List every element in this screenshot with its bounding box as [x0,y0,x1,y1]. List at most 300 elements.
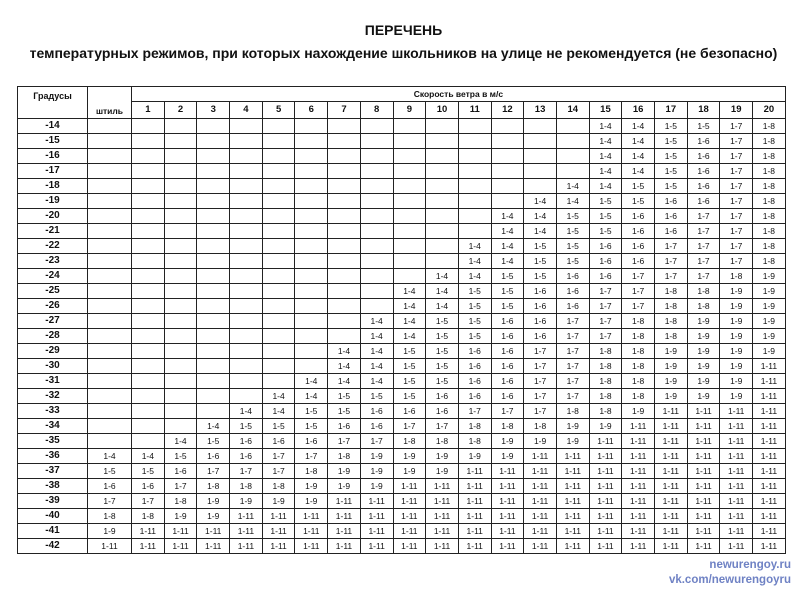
value-cell: 1-8 [393,434,426,449]
table-row [18,149,786,164]
value-cell [164,404,197,419]
value-cell: 1-9 [262,494,295,509]
value-cell: 1-6 [164,464,197,479]
value-cell [132,314,165,329]
value-cell: 1-11 [132,524,165,539]
value-cell [426,179,459,194]
value-cell: 1-11 [393,494,426,509]
value-cell [393,134,426,149]
value-cell: 1-11 [524,539,557,554]
value-cell [491,194,524,209]
value-cell: 1-7 [524,359,557,374]
value-cell: 1-9 [720,314,753,329]
value-cell [524,119,557,134]
value-cell: 1-6 [622,224,655,239]
value-cell: 1-7 [556,359,589,374]
temperature-cell: -22 [18,239,88,254]
value-cell: 1-7 [164,479,197,494]
value-cell: 1-5 [197,434,230,449]
value-cell: 1-11 [753,374,786,389]
value-cell: 1-11 [655,509,688,524]
table-row [18,524,786,539]
value-cell: 1-6 [458,374,491,389]
value-cell [132,434,165,449]
value-cell: 1-4 [491,239,524,254]
value-cell: 1-11 [360,524,393,539]
value-cell: 1-7 [328,434,361,449]
value-cell: 1-11 [655,494,688,509]
value-cell [295,194,328,209]
value-cell: 1-7 [720,119,753,134]
value-cell [360,269,393,284]
value-cell: 1-4 [360,374,393,389]
value-cell: 1-11 [556,479,589,494]
value-cell: 1-4 [426,299,459,314]
value-cell [360,164,393,179]
value-cell [328,134,361,149]
value-cell [164,164,197,179]
value-cell: 1-5 [556,224,589,239]
value-cell: 1-8 [687,299,720,314]
wind-speed-2: 2 [164,102,197,119]
value-cell: 1-11 [491,464,524,479]
value-cell: 1-7 [556,374,589,389]
value-cell: 1-11 [753,479,786,494]
value-cell: 1-9 [687,314,720,329]
value-cell: 1-4 [393,299,426,314]
value-cell: 1-8 [458,419,491,434]
value-cell: 1-8 [426,434,459,449]
value-cell: 1-6 [360,419,393,434]
value-cell: 1-4 [458,254,491,269]
value-cell: 1-11 [524,479,557,494]
value-cell: 1-4 [524,194,557,209]
table-row [18,479,786,494]
value-cell: 1-11 [556,524,589,539]
value-cell: 1-8 [753,119,786,134]
value-cell: 1-4 [556,179,589,194]
value-cell: 1-4 [556,194,589,209]
value-cell [360,194,393,209]
value-cell: 1-8 [753,224,786,239]
value-cell: 1-11 [589,509,622,524]
value-cell: 1-11 [230,509,263,524]
wind-speed-17: 17 [655,102,688,119]
value-cell: 1-8 [295,464,328,479]
value-cell: 1-4 [589,149,622,164]
value-cell [393,254,426,269]
value-cell: 1-5 [589,224,622,239]
value-cell [360,284,393,299]
calm-cell [88,134,132,149]
value-cell: 1-5 [655,134,688,149]
value-cell [164,419,197,434]
value-cell: 1-8 [230,479,263,494]
value-cell [556,119,589,134]
value-cell: 1-11 [458,509,491,524]
table-row [18,419,786,434]
value-cell [132,404,165,419]
value-cell [164,344,197,359]
value-cell: 1-5 [360,389,393,404]
value-cell: 1-7 [720,179,753,194]
footer-vk: vk.com/newurengoyru [668,574,791,586]
calm-cell: 1-5 [88,464,132,479]
value-cell: 1-7 [360,434,393,449]
value-cell: 1-11 [589,539,622,554]
table-row [18,389,786,404]
temperature-cell: -29 [18,344,88,359]
wind-speed-5: 5 [262,102,295,119]
value-cell: 1-7 [262,464,295,479]
value-cell: 1-5 [524,269,557,284]
value-cell [360,149,393,164]
value-cell: 1-6 [458,359,491,374]
value-cell: 1-8 [655,314,688,329]
value-cell: 1-6 [524,299,557,314]
value-cell: 1-4 [132,449,165,464]
value-cell [295,164,328,179]
table-row [18,344,786,359]
value-cell [426,194,459,209]
value-cell: 1-4 [491,224,524,239]
value-cell [230,389,263,404]
value-cell: 1-8 [687,284,720,299]
value-cell: 1-5 [328,404,361,419]
temperature-cell: -25 [18,284,88,299]
value-cell [458,194,491,209]
value-cell: 1-7 [524,389,557,404]
value-cell: 1-4 [622,164,655,179]
value-cell: 1-11 [491,524,524,539]
value-cell [393,239,426,254]
temperature-cell: -38 [18,479,88,494]
value-cell [164,269,197,284]
value-cell [524,179,557,194]
value-cell [556,134,589,149]
value-cell: 1-5 [393,374,426,389]
value-cell: 1-11 [524,449,557,464]
value-cell [458,119,491,134]
value-cell: 1-11 [655,524,688,539]
value-cell: 1-5 [164,449,197,464]
table-row [18,254,786,269]
value-cell [426,209,459,224]
value-cell [164,359,197,374]
value-cell: 1-6 [393,404,426,419]
value-cell: 1-4 [622,119,655,134]
value-cell: 1-11 [622,419,655,434]
value-cell: 1-8 [655,284,688,299]
value-cell: 1-8 [262,479,295,494]
value-cell: 1-5 [393,359,426,374]
table-row [18,134,786,149]
value-cell: 1-5 [132,464,165,479]
value-cell: 1-5 [687,119,720,134]
value-cell [164,119,197,134]
value-cell: 1-11 [524,524,557,539]
value-cell: 1-6 [360,404,393,419]
value-cell: 1-11 [262,509,295,524]
wind-speed-6: 6 [295,102,328,119]
calm-cell [88,374,132,389]
table-row [18,434,786,449]
value-cell: 1-6 [524,329,557,344]
value-cell [295,134,328,149]
value-cell: 1-5 [426,374,459,389]
value-cell: 1-4 [426,269,459,284]
value-cell: 1-11 [655,449,688,464]
table-row [18,179,786,194]
value-cell: 1-11 [458,479,491,494]
value-cell: 1-9 [687,359,720,374]
value-cell: 1-11 [720,404,753,419]
value-cell: 1-6 [589,269,622,284]
value-cell [197,149,230,164]
value-cell: 1-6 [524,284,557,299]
value-cell: 1-11 [491,479,524,494]
value-cell: 1-8 [753,164,786,179]
value-cell: 1-7 [589,299,622,314]
value-cell [262,179,295,194]
value-cell [197,224,230,239]
value-cell: 1-9 [753,329,786,344]
value-cell [230,134,263,149]
value-cell: 1-7 [720,254,753,269]
value-cell: 1-8 [753,209,786,224]
value-cell: 1-6 [524,314,557,329]
value-cell: 1-8 [753,134,786,149]
value-cell: 1-8 [622,314,655,329]
temperature-cell: -39 [18,494,88,509]
value-cell: 1-4 [491,254,524,269]
value-cell: 1-5 [230,419,263,434]
value-cell [197,119,230,134]
value-cell [491,164,524,179]
value-cell [328,179,361,194]
value-cell [458,209,491,224]
temperature-cell: -35 [18,434,88,449]
calm-cell [88,239,132,254]
temperature-cell: -37 [18,464,88,479]
value-cell [132,359,165,374]
temperature-cell: -17 [18,164,88,179]
value-cell: 1-11 [393,524,426,539]
value-cell: 1-11 [360,509,393,524]
value-cell [262,284,295,299]
value-cell: 1-4 [164,434,197,449]
value-cell [262,314,295,329]
value-cell: 1-4 [230,404,263,419]
value-cell [230,149,263,164]
value-cell [262,194,295,209]
value-cell: 1-4 [589,164,622,179]
value-cell [132,419,165,434]
value-cell: 1-11 [458,539,491,554]
value-cell [426,254,459,269]
value-cell: 1-11 [589,464,622,479]
value-cell: 1-5 [655,149,688,164]
value-cell [197,314,230,329]
value-cell: 1-5 [491,284,524,299]
value-cell [164,239,197,254]
value-cell: 1-9 [720,344,753,359]
value-cell: 1-6 [458,389,491,404]
value-cell [197,389,230,404]
value-cell [230,284,263,299]
value-cell [426,239,459,254]
value-cell [393,119,426,134]
value-cell: 1-5 [426,314,459,329]
value-cell: 1-11 [622,509,655,524]
value-cell: 1-6 [556,299,589,314]
value-cell [164,224,197,239]
calm-cell [88,254,132,269]
value-cell [426,224,459,239]
value-cell [132,269,165,284]
value-cell [295,269,328,284]
value-cell: 1-9 [687,389,720,404]
value-cell: 1-8 [622,374,655,389]
table-row [18,284,786,299]
value-cell: 1-11 [753,509,786,524]
value-cell: 1-9 [655,374,688,389]
value-cell: 1-6 [556,284,589,299]
value-cell [328,224,361,239]
calm-header: штиль [88,87,132,119]
value-cell: 1-7 [556,344,589,359]
calm-cell [88,119,132,134]
value-cell: 1-11 [589,434,622,449]
value-cell: 1-5 [295,404,328,419]
value-cell [458,224,491,239]
value-cell: 1-11 [589,494,622,509]
value-cell: 1-5 [655,179,688,194]
value-cell: 1-4 [589,119,622,134]
value-cell: 1-5 [556,239,589,254]
value-cell [132,119,165,134]
value-cell: 1-11 [753,539,786,554]
value-cell [132,329,165,344]
value-cell: 1-9 [753,344,786,359]
value-cell: 1-11 [426,524,459,539]
value-cell: 1-6 [622,239,655,254]
value-cell: 1-11 [262,524,295,539]
value-cell: 1-11 [360,494,393,509]
calm-cell [88,284,132,299]
value-cell: 1-4 [491,209,524,224]
value-cell: 1-7 [687,239,720,254]
value-cell: 1-7 [589,314,622,329]
table-row [18,239,786,254]
value-cell: 1-4 [262,404,295,419]
value-cell: 1-11 [622,464,655,479]
value-cell [262,254,295,269]
value-cell: 1-11 [687,479,720,494]
value-cell: 1-5 [622,179,655,194]
value-cell: 1-11 [753,419,786,434]
value-cell: 1-5 [655,164,688,179]
value-cell: 1-7 [720,224,753,239]
value-cell: 1-4 [328,359,361,374]
value-cell [230,119,263,134]
value-cell: 1-7 [622,269,655,284]
value-cell: 1-8 [589,344,622,359]
value-cell [328,299,361,314]
calm-cell [88,404,132,419]
temperature-cell: -30 [18,359,88,374]
value-cell: 1-11 [328,494,361,509]
value-cell: 1-11 [687,404,720,419]
value-cell [295,254,328,269]
value-cell: 1-7 [622,299,655,314]
value-cell [164,299,197,314]
value-cell: 1-7 [720,149,753,164]
value-cell [230,179,263,194]
value-cell: 1-11 [393,539,426,554]
value-cell: 1-4 [393,329,426,344]
value-cell [360,119,393,134]
value-cell [164,329,197,344]
wind-speed-12: 12 [491,102,524,119]
value-cell: 1-6 [687,149,720,164]
value-cell: 1-9 [393,449,426,464]
calm-cell: 1-7 [88,494,132,509]
value-cell [328,209,361,224]
wind-speed-16: 16 [622,102,655,119]
value-cell: 1-7 [295,449,328,464]
value-cell [360,179,393,194]
value-cell [164,314,197,329]
calm-cell [88,209,132,224]
wind-speed-8: 8 [360,102,393,119]
temperature-cell: -26 [18,299,88,314]
value-cell: 1-6 [687,179,720,194]
value-cell [132,344,165,359]
value-cell [295,344,328,359]
table-row [18,314,786,329]
wind-speed-11: 11 [458,102,491,119]
value-cell: 1-9 [720,374,753,389]
value-cell: 1-11 [524,509,557,524]
value-cell: 1-5 [458,314,491,329]
value-cell: 1-11 [720,479,753,494]
value-cell: 1-9 [655,344,688,359]
value-cell: 1-5 [426,344,459,359]
value-cell: 1-11 [622,539,655,554]
value-cell: 1-8 [753,239,786,254]
temperature-cell: -24 [18,269,88,284]
value-cell: 1-7 [687,254,720,269]
value-cell: 1-6 [197,449,230,464]
value-cell: 1-11 [655,419,688,434]
value-cell: 1-8 [164,494,197,509]
value-cell: 1-11 [622,524,655,539]
value-cell: 1-7 [197,464,230,479]
value-cell: 1-6 [622,254,655,269]
value-cell: 1-9 [164,509,197,524]
value-cell [262,134,295,149]
value-cell: 1-8 [753,194,786,209]
value-cell: 1-6 [491,389,524,404]
calm-cell: 1-4 [88,449,132,464]
value-cell: 1-11 [720,494,753,509]
value-cell: 1-11 [720,449,753,464]
value-cell: 1-7 [720,134,753,149]
value-cell: 1-6 [491,374,524,389]
value-cell [393,149,426,164]
value-cell [328,239,361,254]
